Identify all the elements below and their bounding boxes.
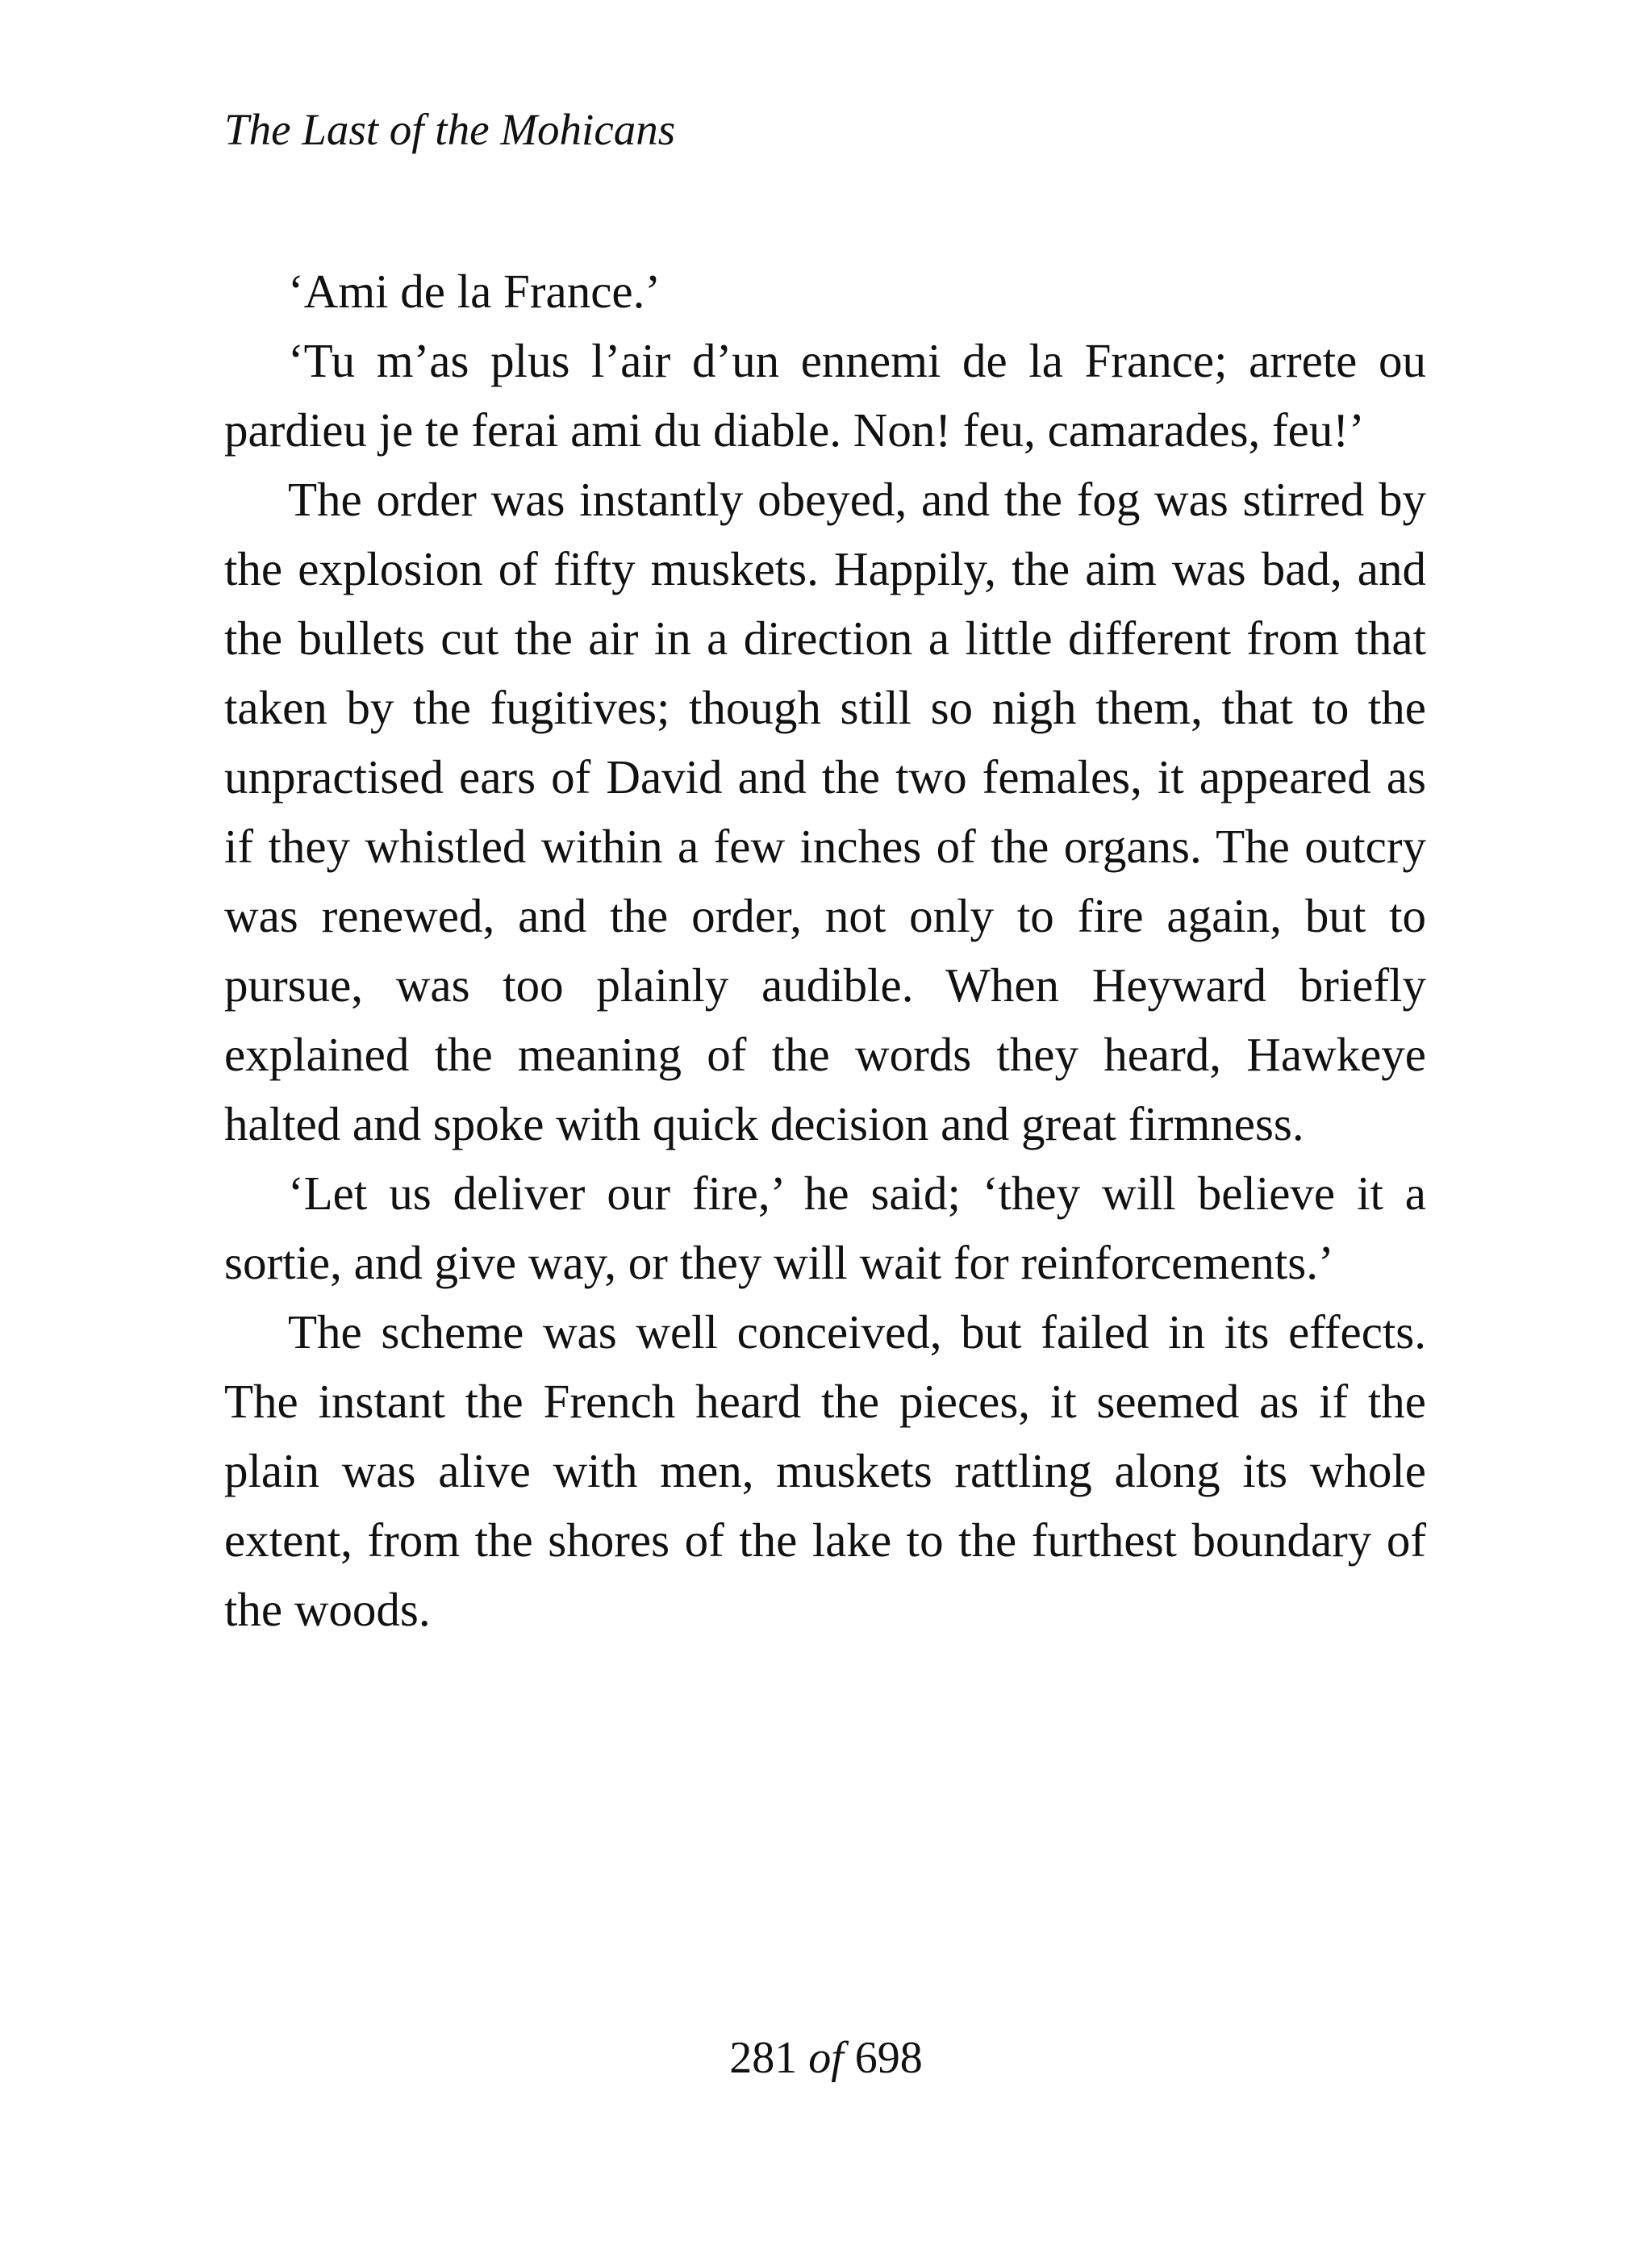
paragraph: The scheme was well conceived, but failed in its effects. The instant the French heard the pieces, it seemed as if the plain was alive with men, muskets rattling along its whole extent, from the shores of the lake to the furthest boundary of the woods. <box>224 1305 1426 1636</box>
running-title: The Last of the Mohicans <box>224 105 676 154</box>
paragraph: The order was instantly obeyed, and the fog was stirred by the explosion of fifty muskets. Happily, the aim was bad, and the bullets cut the air in a direction a little different from that taken by the fugitives; though still so nigh them, that to the unpractised ears of David and the two females, it appeared as if they whistled within a few inches of the organs. The outcry was renewed, and the order, not only to fire again, but to pursue, was too plainly audible. When Heyward briefly explained the meaning of the words they heard, Hawkeye halted and spoke with quick decision and great firmness. <box>224 473 1426 1150</box>
current-page-number: 281 <box>729 2033 798 2083</box>
page-number <box>0 2031 1652 2085</box>
paragraph: ‘Ami de la France.’ <box>288 265 661 318</box>
page-of-label: of <box>808 2033 844 2083</box>
total-page-count: 698 <box>854 2033 923 2083</box>
page-body <box>224 257 1426 1644</box>
paragraph: ‘Tu m’as plus l’air d’un ennemi de la France; arrete ou pardieu je te ferai ami du diable. Non! feu, camarades, feu!’ <box>224 334 1426 457</box>
paragraph: ‘Let us deliver our fire,’ he said; ‘they will believe it a sortie, and give way, or they will wait for reinforcements.’ <box>224 1167 1426 1289</box>
